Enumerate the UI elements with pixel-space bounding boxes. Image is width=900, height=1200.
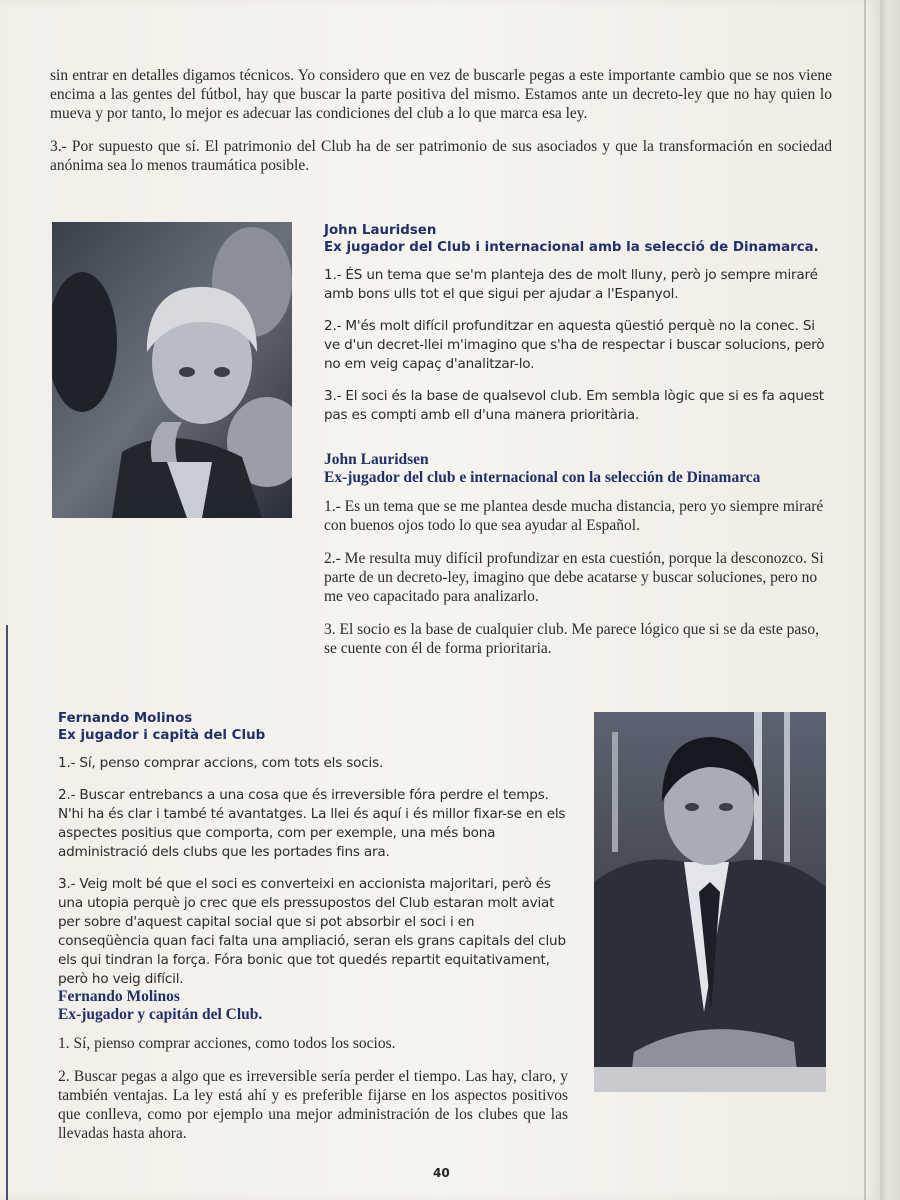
intro-section xyxy=(50,66,832,175)
molinos-spanish-section xyxy=(58,988,568,1143)
molinos-es-answer-1: 1. Sí, pienso comprar acciones, como todos los socios. xyxy=(58,1035,396,1052)
lauridsen-ca-answer-2: 2.- M'és molt difícil profunditzar en aquesta qüestió perquè no la conec. Si ve d'un decret-llei m'imagino que s'ha de respectar i buscar solucions, però no em veig capaç d'analitzar-lo. xyxy=(324,318,825,372)
molinos-ca-answer-3: 3.- Veig molt bé que el soci es converteixi en accionista majoritari, però és una utopia perquè jo crec que els pressupostos del Club estaran molt aviat per sobre d'aquest capital social que si pot absorbir el soci i en conseqüència quan faci falta una ampliació, seran els grans capitals del club els qui tindran la força. Fóra bonic que tot quedés repartit equitativament, però ho veig difícil. xyxy=(58,876,566,987)
molinos-ca-role: Ex jugador i capità del Club xyxy=(58,728,266,743)
lauridsen-ca-name: John Lauridsen xyxy=(324,223,437,238)
molinos-es-name: Fernando Molinos xyxy=(58,988,180,1005)
molinos-ca-answer-2: 2.- Buscar entrebancs a una cosa que és irreversible fóra perdre el temps. N'hi ha és clar i també té avantatges. La llei és aquí i és millor fixar-se en els aspectes positius que comporta, com per exemple, una més bona administració dels clubs que les portades fins ara. xyxy=(58,787,566,860)
molinos-es-role: Ex-jugador y capitán del Club. xyxy=(58,1006,263,1023)
lauridsen-es-answer-1: 1.- Es un tema que se me plantea desde mucha distancia, pero yo siempre miraré con buenos ojos todo lo que sea ayudar al Español. xyxy=(324,498,824,534)
lauridsen-ca-answer-3: 3.- El soci és la base de qualsevol club. Em sembla lògic que si es fa aquest pas es compti amb ell d'una manera prioritària. xyxy=(324,388,824,423)
molinos-ca-answer-1: 1.- Sí, penso comprar accions, com tots els socis. xyxy=(58,755,384,771)
molinos-es-answer-2: 2. Buscar pegas a algo que es irreversible sería perder el tiempo. Las hay, claro, y también ventajas. La ley está ahí y es preferible fijarse en los aspectos positivos que conlleva, como por ejemplo una mejor administración de los clubes que las llevadas hasta ahora. xyxy=(58,1068,568,1142)
lauridsen-es-name: John Lauridsen xyxy=(324,451,429,468)
lauridsen-es-answer-2: 2.- Me resulta muy difícil profundizar en esta cuestión, porque la desconozco. Si parte de un decreto-ley, imagino que debe acatarse y buscar soluciones, pero no me veo capacitado para analizarlo. xyxy=(324,550,824,605)
lauridsen-es-role: Ex-jugador del club e internacional con la selección de Dinamarca xyxy=(324,469,761,486)
photo-molinos-image xyxy=(594,712,826,1092)
left-margin-rule xyxy=(6,625,8,1200)
photo-fernando-molinos xyxy=(594,712,826,1092)
lauridsen-es-answer-3: 3. El socio es la base de cualquier club. Me parece lógico que si se da este paso, se cuente con él de forma prioritaria. xyxy=(324,621,819,657)
lauridsen-spanish-section xyxy=(324,451,834,658)
lauridsen-ca-answer-1: 1.- ÉS un tema que se'm planteja des de molt lluny, però jo sempre miraré amb bons ulls tot el que sigui per ajudar a l'Espanyol. xyxy=(324,267,818,302)
page-number: 40 xyxy=(433,1166,450,1180)
page-gutter xyxy=(864,0,866,1200)
photo-john-lauridsen xyxy=(52,222,292,518)
lauridsen-catalan-section xyxy=(324,222,834,425)
lauridsen-ca-role: Ex jugador del Club i internacional amb la selecció de Dinamarca. xyxy=(324,240,819,255)
intro-paragraph-2: 3.- Por supuesto que sí. El patrimonio del Club ha de ser patrimonio de sus asociados y que la transformación en sociedad anónima sea lo menos traumática posible. xyxy=(50,138,832,174)
intro-paragraph-1: sin entrar en detalles digamos técnicos. Yo considero que en vez de buscarle pegas a este importante cambio que se nos viene encima a las gentes del fútbol, hay que buscar la parte positiva del mismo. Estamos ante un decreto-ley que no hay quien lo mueva y por tanto, lo mejor es adecuar las condiciones del club a lo que marca esa ley. xyxy=(50,67,832,122)
molinos-catalan-section xyxy=(58,710,568,989)
next-page-edge xyxy=(880,0,900,1200)
photo-lauridsen-image xyxy=(52,222,292,518)
molinos-ca-name: Fernando Molinos xyxy=(58,711,193,726)
